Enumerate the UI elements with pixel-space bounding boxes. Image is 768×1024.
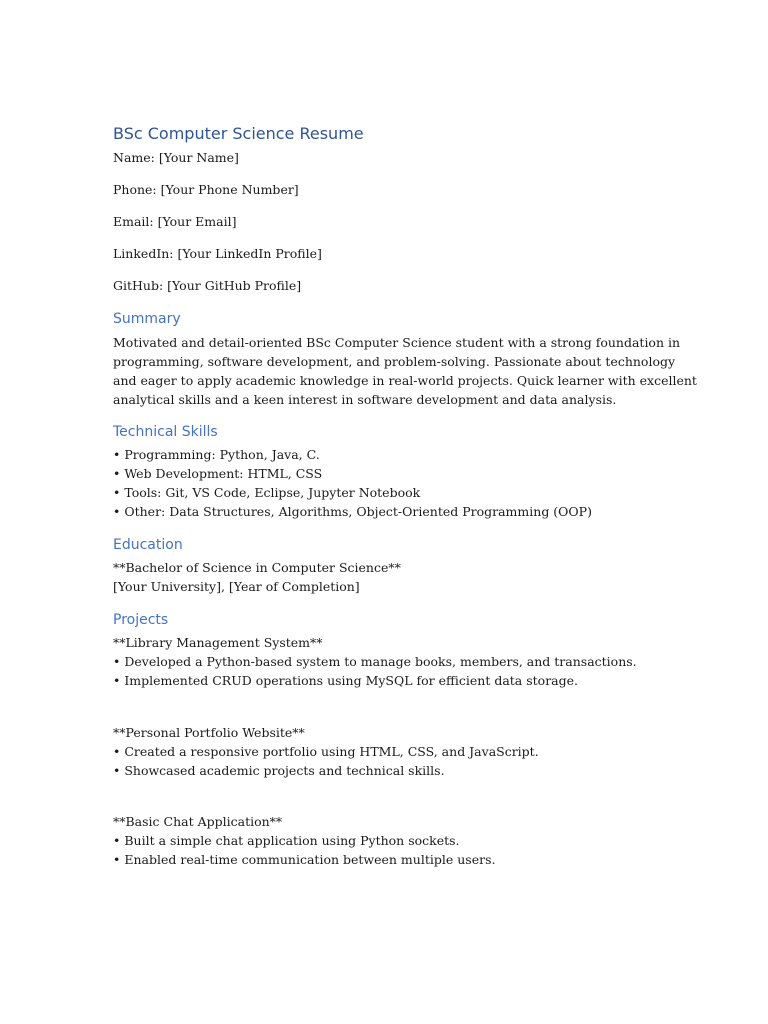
summary-line: and eager to apply academic knowledge in real-world projects. Quick learner with excellent [113,373,697,388]
contact-email: Email: [Your Email] [113,214,237,229]
summary-line: analytical skills and a keen interest in software development and data analysis. [113,392,617,407]
skill-item: • Programming: Python, Java, C. [113,447,320,462]
project-title: **Library Management System** [113,635,323,650]
contact-name: Name: [Your Name] [113,150,239,165]
education-degree: **Bachelor of Science in Computer Science** [113,560,401,575]
resume-title: BSc Computer Science Resume [113,124,364,143]
project-bullet: • Created a responsive portfolio using HTML, CSS, and JavaScript. [113,744,539,759]
skill-item: • Other: Data Structures, Algorithms, Object-Oriented Programming (OOP) [113,504,592,519]
summary-line: Motivated and detail-oriented BSc Computer Science student with a strong foundation in [113,335,681,350]
project-title: **Personal Portfolio Website** [113,725,305,740]
summary-paragraph [113,333,697,409]
skill-item: • Web Development: HTML, CSS [113,466,323,481]
summary-line: programming, software development, and problem-solving. Passionate about technology [113,354,676,369]
contact-github: GitHub: [Your GitHub Profile] [113,278,302,293]
skills-heading: Technical Skills [113,424,218,440]
projects-heading: Projects [113,612,169,628]
project-bullet: • Built a simple chat application using Python sockets. [113,833,460,848]
skills-list [113,445,658,521]
education-heading: Education [113,537,183,553]
project-title: **Basic Chat Application** [113,814,283,829]
contact-phone: Phone: [Your Phone Number] [113,182,299,197]
project-portfolio [113,723,658,780]
project-bullet: • Developed a Python-based system to manage books, members, and transactions. [113,654,637,669]
project-bullet: • Enabled real-time communication between multiple users. [113,852,496,867]
education-block [113,558,658,596]
project-chat [113,812,658,869]
skill-item: • Tools: Git, VS Code, Eclipse, Jupyter Notebook [113,485,421,500]
summary-heading: Summary [113,311,181,327]
education-school: [Your University], [Year of Completion] [113,579,360,594]
project-library [113,633,658,690]
project-bullet: • Implemented CRUD operations using MySQL for efficient data storage. [113,673,578,688]
project-bullet: • Showcased academic projects and technical skills. [113,763,445,778]
contact-linkedin: LinkedIn: [Your LinkedIn Profile] [113,246,322,261]
